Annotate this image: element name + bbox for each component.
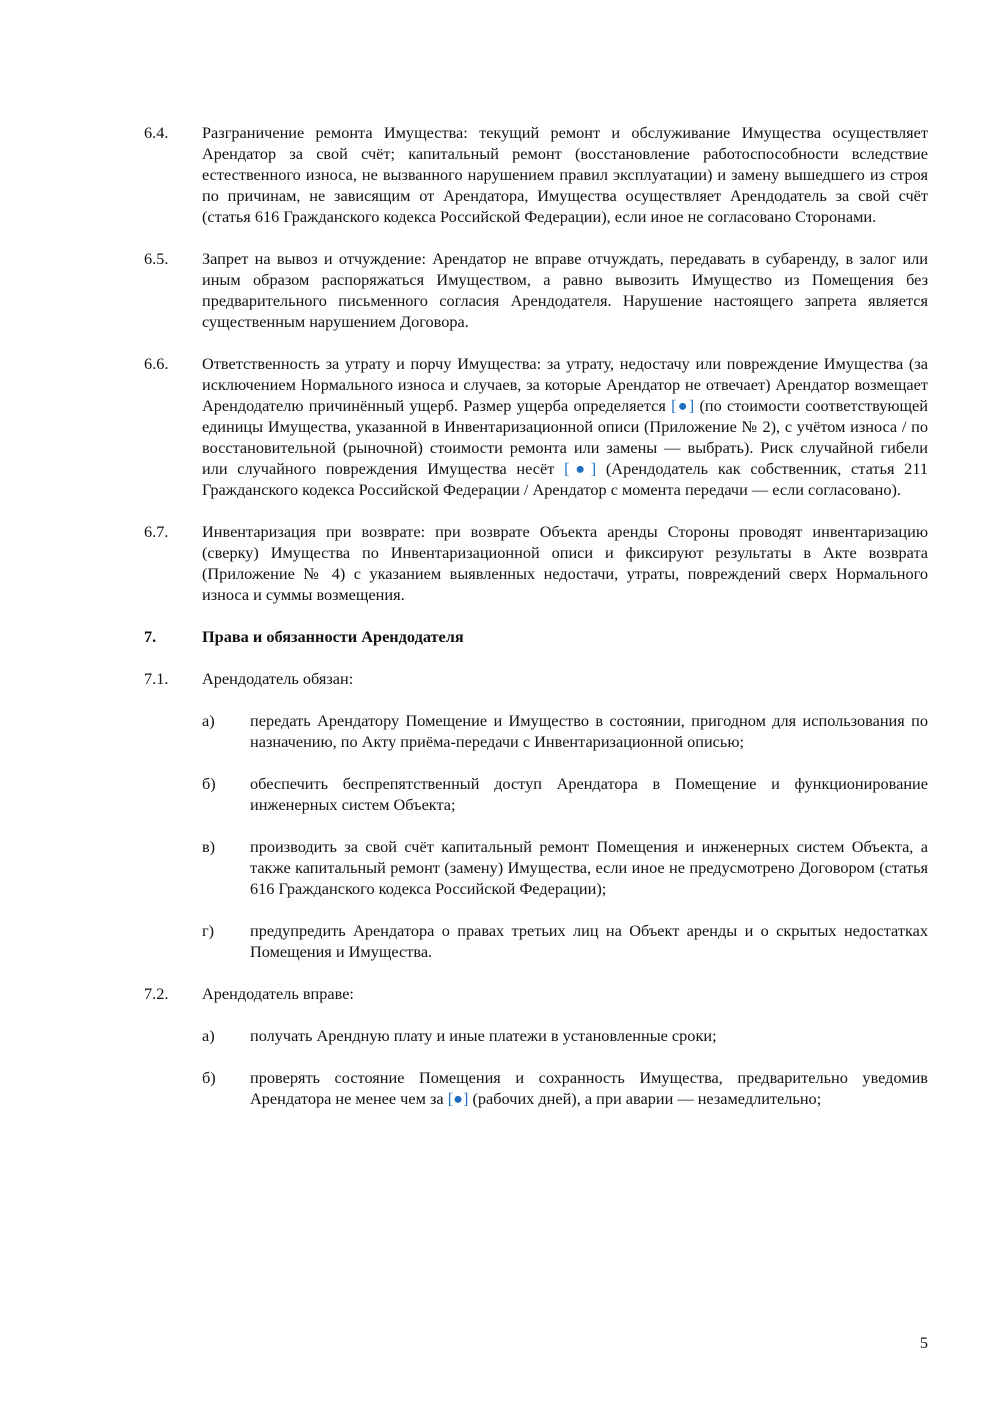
list-item-letter: б) (202, 1068, 216, 1087)
list-item (202, 836, 928, 899)
placeholder-mark: [●] (564, 459, 597, 478)
clause-text: Запрет на вывоз и отчуждение: Арендатор не вправе отчуждать, передавать в субаренду, в залог или иным образом распоряжаться Имуществом, а равно вывозить Имущество из Помещения без предварительного письменного согласия Арендодателя. Нарушение настоящего запрета является существенным нарушением Договора. (202, 249, 928, 331)
list-item-letter: а) (202, 1026, 215, 1045)
page-number: 5 (919, 1333, 928, 1352)
list-item-text: производить за свой счёт капитальный ремонт Помещения и инженерных систем Объекта, а также капитальный ремонт (замену) Имущества, если иное не предусмотрено Договором (статья 616 Гражданского кодекса Российской Федерации); (250, 837, 928, 898)
list-item-text (250, 1067, 928, 1109)
clause-6-4 (144, 122, 928, 227)
clause-text (202, 353, 928, 500)
list-item (202, 1067, 928, 1109)
section-heading-7 (144, 626, 928, 647)
clause-text: Разграничение ремонта Имущества: текущий ремонт и обслуживание Имущества осуществляет Арендатор за свой счёт; капитальный ремонт (восстановление работоспособности вследствие естественного износа, не вызванного нарушением правил эксплуатации) и замену вышедшего из строя по причинам, не зависящим от Арендатора, Имущества осуществляет Арендодатель за свой счёт (статья 616 Гражданского кодекса Российской Федерации), если иное не согласовано Сторонами. (202, 123, 928, 226)
list-item-text-part: (рабочих дней), а при аварии — незамедлительно; (468, 1089, 822, 1108)
list-item-letter: г) (202, 921, 215, 940)
clause-number: 6.7. (144, 522, 169, 541)
list-item (202, 920, 928, 962)
clause-number: 7.2. (144, 984, 169, 1003)
clause-text: Инвентаризация при возврате: при возврате Объекта аренды Стороны проводят инвентаризацию (сверку) Имущества по Инвентаризационной описи и фиксируют результаты в Акте возврата (Приложение № 4) с указанием выявленных недостачи, утраты, повреждений сверх Нормального износа и суммы возмещения. (202, 522, 928, 604)
list-item (202, 710, 928, 752)
list-item-letter: б) (202, 774, 216, 793)
clause-number: 6.6. (144, 354, 169, 373)
list-item (202, 1025, 928, 1046)
list-item-text: предупредить Арендатора о правах третьих лиц на Объект аренды и о скрытых недостатках Помещения и Имущества. (250, 921, 928, 961)
clause-number: 6.4. (144, 123, 169, 142)
clause-7-1 (144, 668, 928, 689)
list-item-text-part: проверять состояние Помещения и сохранность Имущества, предварительно уведомив Арендатора не менее чем за (250, 1068, 928, 1108)
list-item-text: передать Арендатору Помещение и Имущество в состоянии, пригодном для использования по назначению, по Акту приёма-передачи с Инвентаризационной описью; (250, 711, 928, 751)
clause-7-2 (144, 983, 928, 1004)
clause-text-part: (по стоимости соответствующей единицы Имущества, указанной в Инвентаризационной описи (Приложение № 2), с учётом износа / по восстановительной (рыночной) стоимости ремонта или замены — выбрать). Риск случайной гибели или случайного повреждения Имущества несёт (202, 396, 928, 478)
clause-text-part: Ответственность за утрату и порчу Имущества: за утрату, недостачу или повреждение Имущества (за исключением Нормального износа и случаев, за которые Арендатор не отвечает) Арендатор возмещает Арендодателю причинённый ущерб. Размер ущерба определяется (202, 354, 928, 415)
list-item-letter: а) (202, 711, 215, 730)
list-item (202, 773, 928, 815)
list-item-letter: в) (202, 837, 216, 856)
section-title: Права и обязанности Арендодателя (202, 627, 464, 646)
clause-6-5 (144, 248, 928, 332)
section-number: 7. (144, 627, 157, 646)
clause-text-part: (Арендодатель как собственник, статья 211 Гражданского кодекса Российской Федерации / Арендатор с момента передачи — если согласовано). (202, 459, 929, 499)
clause-text: Арендодатель обязан: (202, 669, 354, 688)
placeholder-mark: [●] (671, 396, 695, 415)
page-content (144, 122, 928, 1130)
list-item-text: обеспечить беспрепятственный доступ Арендатора в Помещение и функционирование инженерных систем Объекта; (250, 774, 928, 814)
clause-text: Арендодатель вправе: (202, 984, 354, 1003)
clause-number: 7.1. (144, 669, 169, 688)
clause-6-6 (144, 353, 928, 500)
placeholder-mark: [●] (447, 1089, 469, 1108)
list-item-text: получать Арендную плату и иные платежи в установленные сроки; (250, 1026, 717, 1045)
clause-number: 6.5. (144, 249, 169, 268)
clause-6-7 (144, 521, 928, 605)
